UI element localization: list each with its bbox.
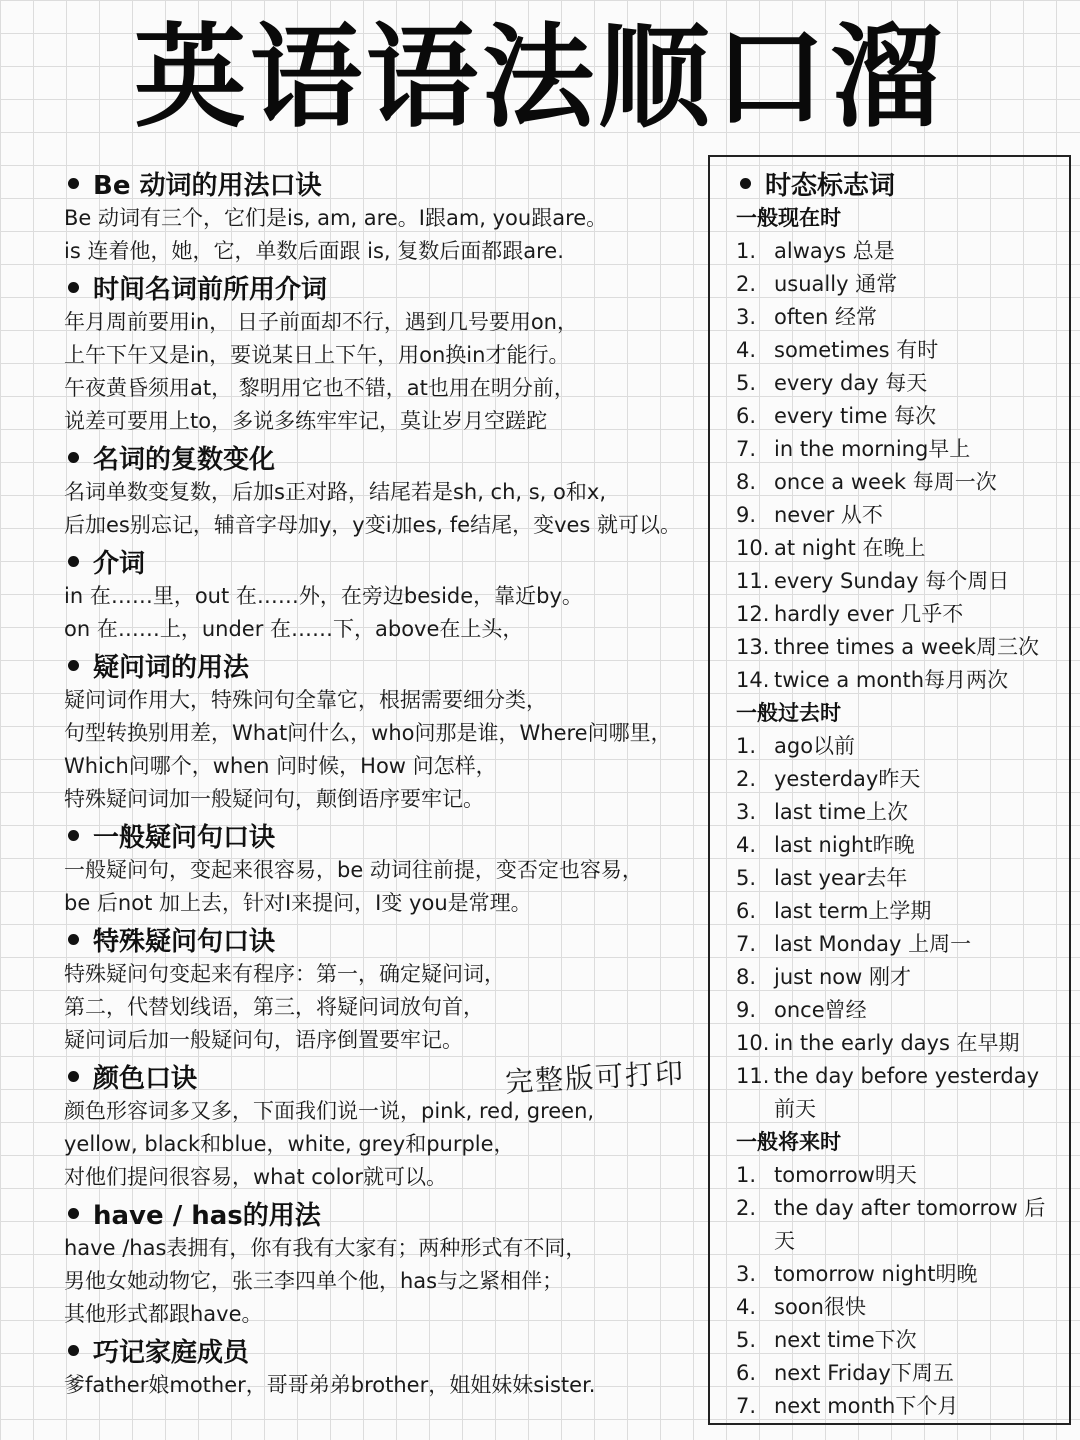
tense-list-item (736, 730, 1066, 763)
group-title-future: 一般将来时 (736, 1130, 841, 1154)
item-number: 6. (736, 1361, 757, 1385)
section-heading: 颜色口诀 (64, 1057, 714, 1095)
item-number: 8. (736, 470, 757, 494)
item-number: 13. (736, 635, 770, 659)
item-number: 5. (736, 1328, 757, 1352)
group-past-list (736, 730, 1066, 1126)
tense-list-item (736, 1027, 1066, 1060)
item-number: 4. (736, 833, 757, 857)
item-text: last term上学期 (774, 899, 932, 923)
tense-list-item (736, 1390, 1066, 1423)
section-line: 爹father娘mother，哥哥弟弟brother，姐姐妹妹sister. (64, 1373, 596, 1397)
section-heading: 巧记家庭成员 (64, 1331, 714, 1369)
item-number: 7. (736, 932, 757, 956)
bullet-icon (68, 830, 79, 841)
item-text: tomorrow明天 (774, 1163, 917, 1187)
tense-list-item (736, 301, 1066, 334)
item-number: 11. (736, 569, 770, 593)
tense-list-item (736, 1324, 1066, 1357)
section-line: Be 动词有三个，它们是is, am, are。I跟am, you跟are。 (64, 206, 608, 230)
bullet-icon (68, 1208, 79, 1219)
item-number: 1. (736, 1163, 757, 1187)
item-number: 3. (736, 800, 757, 824)
item-number: 3. (736, 305, 757, 329)
item-number: 9. (736, 503, 757, 527)
item-text: yesterday昨天 (774, 767, 921, 791)
item-text: once a week 每周一次 (774, 470, 997, 494)
section-line: 特殊疑问句变起来有程序：第一，确定疑问词， (64, 962, 505, 986)
section-line: 一般疑问句，变起来很容易，be 动词往前提，变否定也容易， (64, 858, 643, 882)
item-text: usually 通常 (774, 272, 898, 296)
tense-list-item (736, 1291, 1066, 1324)
tense-list-item (736, 598, 1066, 631)
item-text: last Monday 上周一 (774, 932, 972, 956)
tense-list-item (736, 763, 1066, 796)
tense-list-item (736, 433, 1066, 466)
tense-list-item (736, 1357, 1066, 1390)
item-number: 7. (736, 1394, 757, 1418)
item-text: last time上次 (774, 800, 908, 824)
item-text: hardly ever 几乎不 (774, 602, 964, 626)
item-text: in the morning早上 (774, 437, 971, 461)
tense-list-item (736, 499, 1066, 532)
section-line: be 后not 加上去，针对I来提问，I变 you是常理。 (64, 891, 532, 915)
item-number: 1. (736, 734, 757, 758)
section-line: 其他形式都跟have。 (64, 1302, 263, 1326)
section-line: 名词单数变复数，后加s正对路，结尾若是sh, ch, s, o和x, (64, 480, 606, 504)
section-line: 说差可要用上to，多说多练牢牢记，莫让岁月空蹉跎 (64, 409, 548, 433)
tense-list-item (736, 829, 1066, 862)
tense-markers-heading: 时态标志词 (736, 164, 1066, 202)
tense-list-item (736, 895, 1066, 928)
left-column (64, 164, 714, 1402)
tense-list-item (736, 862, 1066, 895)
item-number: 2. (736, 1196, 757, 1220)
item-text: never 从不 (774, 503, 883, 527)
print-note: 完整版可打印 (504, 1056, 686, 1099)
section-be-verb (64, 164, 714, 268)
section-heading: 介词 (64, 542, 714, 580)
section-time-prepositions (64, 268, 714, 438)
item-number: 4. (736, 1295, 757, 1319)
tense-markers-column (736, 164, 1066, 1423)
section-line: 特殊疑问词加一般疑问句，颠倒语序要牢记。 (64, 787, 484, 811)
item-number: 2. (736, 767, 757, 791)
section-line: 上午下午又是in，要说某日上下午，用on换in才能行。 (64, 343, 570, 367)
item-text: twice a month每月两次 (774, 668, 1009, 692)
section-general-questions (64, 816, 714, 920)
item-number: 3. (736, 1262, 757, 1286)
item-number: 9. (736, 998, 757, 1022)
item-text: tomorrow night明晚 (774, 1262, 978, 1286)
item-number: 1. (736, 239, 757, 263)
item-number: 8. (736, 965, 757, 989)
tense-list-item (736, 1060, 1066, 1126)
bullet-icon (68, 660, 79, 671)
item-text: sometimes 有时 (774, 338, 939, 362)
item-text: always 总是 (774, 239, 895, 263)
item-text: just now 刚才 (774, 965, 912, 989)
tense-list-item (736, 268, 1066, 301)
bullet-icon (68, 178, 79, 189)
section-line: 颜色形容词多又多，下面我们说一说，pink, red, green, (64, 1099, 595, 1123)
item-number: 12. (736, 602, 770, 626)
section-noun-plural (64, 438, 714, 542)
item-number: 5. (736, 866, 757, 890)
tense-list-item (736, 235, 1066, 268)
group-title-present: 一般现在时 (736, 206, 841, 230)
tense-list-item (736, 466, 1066, 499)
section-line: in 在……里，out 在……外，在旁边beside，靠近by。 (64, 584, 583, 608)
section-heading: 特殊疑问句口诀 (64, 920, 714, 958)
bullet-icon (68, 452, 79, 463)
item-text: once曾经 (774, 998, 867, 1022)
section-line: is 连着他，她，它，单数后面跟 is, 复数后面都跟are. (64, 239, 564, 263)
section-line: 后加es别忘记，辅音字母加y，y变i加es, fe结尾，变ves 就可以。 (64, 513, 682, 537)
item-text: soon很快 (774, 1295, 866, 1319)
item-number: 6. (736, 404, 757, 428)
tense-list-item (736, 664, 1066, 697)
section-heading: have / has的用法 (64, 1194, 714, 1232)
item-text: last year去年 (774, 866, 908, 890)
bullet-icon (68, 1071, 79, 1082)
section-have-has (64, 1194, 714, 1331)
item-text: next time下次 (774, 1328, 917, 1352)
bullet-icon (740, 178, 751, 189)
bullet-icon (68, 1345, 79, 1356)
tense-list-item (736, 631, 1066, 664)
section-line: have /has表拥有，你有我有大家有；两种形式有不同， (64, 1236, 587, 1260)
group-title-past: 一般过去时 (736, 701, 841, 725)
item-number: 10. (736, 1031, 770, 1055)
item-text: at night 在晚上 (774, 536, 926, 560)
bullet-icon (68, 934, 79, 945)
section-line: 第二，代替划线语，第三，将疑问词放句首， (64, 995, 484, 1019)
item-number: 6. (736, 899, 757, 923)
item-number: 11. (736, 1064, 770, 1088)
item-text: every day 每天 (774, 371, 928, 395)
bullet-icon (68, 282, 79, 293)
section-line: 午夜黄昏须用at， 黎明用它也不错，at也用在明分前， (64, 376, 575, 400)
item-text: the day before yesterday 前天 (774, 1064, 1040, 1121)
section-heading: 疑问词的用法 (64, 646, 714, 684)
item-number: 2. (736, 272, 757, 296)
section-special-questions (64, 920, 714, 1057)
tense-list-item (736, 961, 1066, 994)
section-heading: 时间名词前所用介词 (64, 268, 714, 306)
tense-list-item (736, 367, 1066, 400)
section-line: 年月周前要用in， 日子前面却不行，遇到几号要用on， (64, 310, 578, 334)
group-present-list (736, 235, 1066, 697)
section-line: 疑问词后加一般疑问句，语序倒置要牢记。 (64, 1028, 463, 1052)
section-line: on 在……上，under 在……下，above在上头， (64, 617, 524, 641)
tense-list-item (736, 1159, 1066, 1192)
section-question-words (64, 646, 714, 816)
item-number: 10. (736, 536, 770, 560)
item-number: 5. (736, 371, 757, 395)
item-text: every time 每次 (774, 404, 937, 428)
tense-list-item (736, 334, 1066, 367)
item-text: last night昨晚 (774, 833, 915, 857)
item-text: every Sunday 每个周日 (774, 569, 1010, 593)
item-text: the day after tomorrow 后天 (774, 1196, 1046, 1253)
tense-list-item (736, 400, 1066, 433)
item-text: next Friday下周五 (774, 1361, 954, 1385)
item-number: 4. (736, 338, 757, 362)
section-heading: Be 动词的用法口诀 (64, 164, 714, 202)
section-line: yellow, black和blue，white, grey和purple， (64, 1132, 515, 1156)
section-line: 男他女她动物它，张三李四单个他，has与之紧相伴； (64, 1269, 564, 1293)
item-text: three times a week周三次 (774, 635, 1040, 659)
section-heading: 一般疑问句口诀 (64, 816, 714, 854)
section-prepositions (64, 542, 714, 646)
bullet-icon (68, 556, 79, 567)
item-text: in the early days 在早期 (774, 1031, 1020, 1055)
section-family-members (64, 1331, 714, 1402)
item-number: 14. (736, 668, 770, 692)
section-heading: 名词的复数变化 (64, 438, 714, 476)
item-text: often 经常 (774, 305, 878, 329)
item-number: 7. (736, 437, 757, 461)
section-line: 对他们提问很容易，what color就可以。 (64, 1165, 447, 1189)
tense-list-item (736, 928, 1066, 961)
item-text: next month下个月 (774, 1394, 959, 1418)
section-line: 句型转换别用差，What问什么，who问那是谁，Where问哪里， (64, 721, 672, 745)
page-title: 英语语法顺口溜 (134, 13, 946, 143)
tense-list-item (736, 532, 1066, 565)
tense-list-item (736, 1192, 1066, 1258)
section-line: Which问哪个，when 问时候，How 问怎样， (64, 754, 497, 778)
group-future-list (736, 1159, 1066, 1423)
section-line: 疑问词作用大，特殊问句全靠它，根据需要细分类， (64, 688, 547, 712)
tense-list-item (736, 796, 1066, 829)
tense-list-item (736, 994, 1066, 1027)
item-text: ago以前 (774, 734, 856, 758)
tense-list-item (736, 565, 1066, 598)
tense-list-item (736, 1258, 1066, 1291)
